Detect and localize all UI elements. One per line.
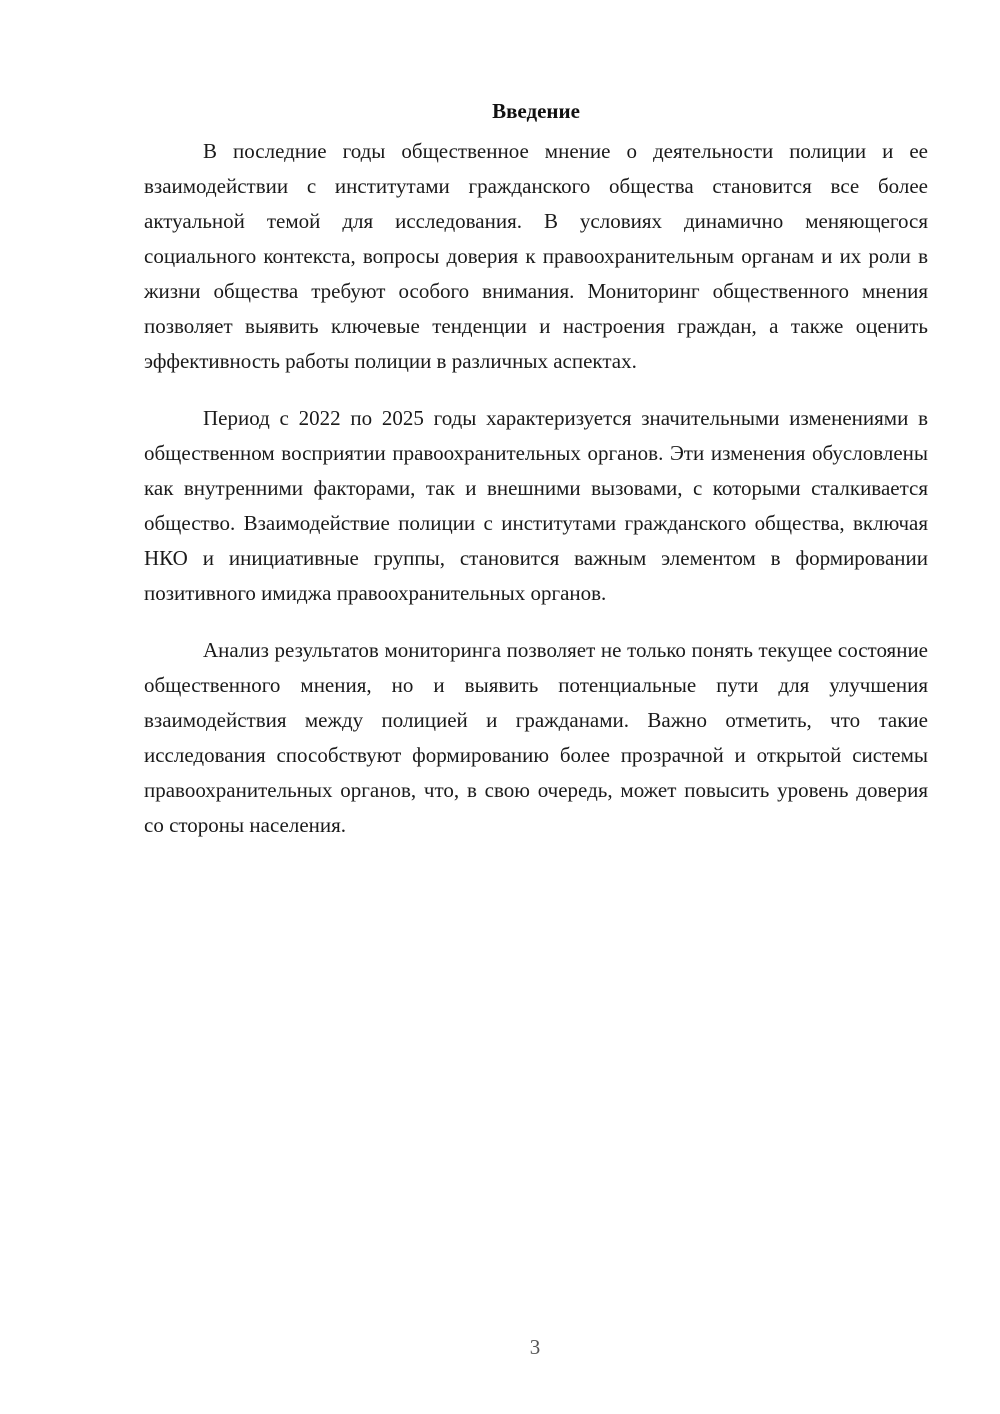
paragraph-1: В последние годы общественное мнение о деятельности полиции и ее взаимодействии с институтами гражданского общества становится все более актуальной темой для исследования. В условиях динамично меняющегося социального контекста, вопросы доверия к правоохранительным органам и их роли в жизни общества требуют особого внимания. Мониторинг общественного мнения позволяет выявить ключевые тенденции и настроения граждан, а также оценить эффективность работы полиции в различных аспектах. bbox=[144, 139, 928, 373]
paragraph-3: Анализ результатов мониторинга позволяет не только понять текущее состояние общественного мнения, но и выявить потенциальные пути для улучшения взаимодействия между полицией и гражданами. Важно отметить, что такие исследования способствуют формированию более прозрачной и открытой системы правоохранительных органов, что, в свою очередь, может повысить уровень доверия со стороны населения. bbox=[144, 638, 928, 837]
section-heading: Введение bbox=[492, 99, 580, 123]
paragraph-2: Период с 2022 по 2025 годы характеризуется значительными изменениями в общественном восприятии правоохранительных органов. Эти изменения обусловлены как внутренними факторами, так и внешними вызовами, с которыми сталкивается общество. Взаимодействие полиции с институтами гражданского общества, включая НКО и инициативные группы, становится важным элементом в формировании позитивного имиджа правоохранительных органов. bbox=[144, 406, 928, 605]
page-content bbox=[144, 96, 928, 865]
page-number: 3 bbox=[529, 1335, 541, 1359]
